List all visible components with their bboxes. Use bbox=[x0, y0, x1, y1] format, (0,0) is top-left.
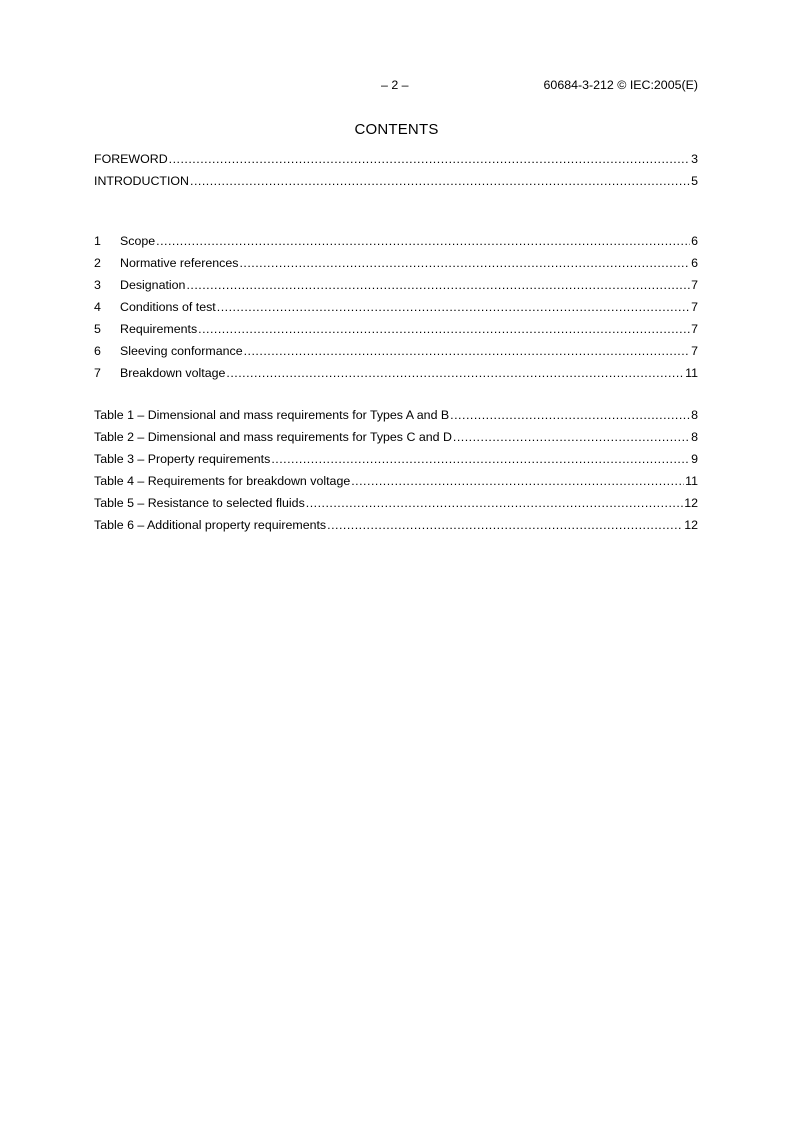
toc-entry-clause-7[interactable] bbox=[94, 365, 698, 387]
toc-entry-page: 8 bbox=[691, 430, 698, 444]
toc-entry-table-5[interactable] bbox=[94, 495, 698, 517]
dot-leader bbox=[169, 151, 690, 167]
toc-entry-label: Designation bbox=[120, 278, 186, 292]
toc-entry-introduction[interactable] bbox=[94, 173, 698, 195]
page-number: – 2 – bbox=[381, 78, 409, 92]
dot-leader bbox=[271, 451, 690, 467]
toc-entry-page: 9 bbox=[691, 452, 698, 466]
dot-leader bbox=[190, 173, 690, 189]
toc-entry-page: 6 bbox=[691, 234, 698, 248]
toc-entry-label: INTRODUCTION bbox=[94, 174, 189, 188]
toc-entry-clause-6[interactable] bbox=[94, 343, 698, 365]
toc-entry-label: Table 1 – Dimensional and mass requirements for Types A and B bbox=[94, 408, 450, 422]
toc-entry-label: Sleeving conformance bbox=[120, 344, 243, 358]
toc-entry-label: FOREWORD bbox=[94, 152, 168, 166]
toc-entry-number: 5 bbox=[94, 322, 101, 336]
toc-entry-number: 6 bbox=[94, 344, 101, 358]
toc-entry-page: 7 bbox=[691, 278, 698, 292]
toc-entry-table-1[interactable] bbox=[94, 407, 698, 429]
dot-leader bbox=[239, 255, 690, 271]
toc-tables bbox=[94, 407, 698, 539]
toc-entry-label: Breakdown voltage bbox=[120, 366, 226, 380]
toc-entry-table-6[interactable] bbox=[94, 517, 698, 539]
toc-entry-number: 2 bbox=[94, 256, 101, 270]
toc-entry-label: Requirements bbox=[120, 322, 198, 336]
dot-leader bbox=[156, 233, 690, 249]
toc-entry-label: Table 4 – Requirements for breakdown voltage bbox=[94, 474, 351, 488]
toc-entry-clause-4[interactable] bbox=[94, 299, 698, 321]
toc-entry-page: 5 bbox=[691, 174, 698, 188]
toc-entry-page: 6 bbox=[691, 256, 698, 270]
toc-entry-page: 3 bbox=[691, 152, 698, 166]
toc-front-matter bbox=[94, 151, 698, 195]
dot-leader bbox=[351, 473, 684, 489]
toc-entry-page: 7 bbox=[691, 344, 698, 358]
toc-entry-label: Normative references bbox=[120, 256, 239, 270]
toc-entry-label: Table 3 – Property requirements bbox=[94, 452, 271, 466]
toc-entry-table-2[interactable] bbox=[94, 429, 698, 451]
toc-entry-number: 4 bbox=[94, 300, 101, 314]
dot-leader bbox=[244, 343, 690, 359]
toc-entry-page: 11 bbox=[685, 366, 698, 380]
toc-entry-label: Scope bbox=[120, 234, 156, 248]
toc-entry-clause-2[interactable] bbox=[94, 255, 698, 277]
toc-entry-page: 11 bbox=[685, 474, 698, 488]
dot-leader bbox=[217, 299, 690, 315]
toc-entry-table-4[interactable] bbox=[94, 473, 698, 495]
toc-entry-label: Table 5 – Resistance to selected fluids bbox=[94, 496, 305, 510]
dot-leader bbox=[186, 277, 690, 293]
toc-entry-clause-3[interactable] bbox=[94, 277, 698, 299]
document-reference: 60684-3-212 © IEC:2005(E) bbox=[543, 78, 698, 92]
dot-leader bbox=[450, 407, 690, 423]
toc-entry-page: 8 bbox=[691, 408, 698, 422]
toc-entry-page: 12 bbox=[684, 518, 698, 532]
toc-entry-clause-1[interactable] bbox=[94, 233, 698, 255]
dot-leader bbox=[226, 365, 684, 381]
toc-entry-foreword[interactable] bbox=[94, 151, 698, 173]
toc-entry-clause-5[interactable] bbox=[94, 321, 698, 343]
toc-entry-label: Table 6 – Additional property requirements bbox=[94, 518, 327, 532]
toc-entry-label: Conditions of test bbox=[120, 300, 216, 314]
dot-leader bbox=[453, 429, 690, 445]
toc-entry-page: 7 bbox=[691, 300, 698, 314]
toc-clauses bbox=[94, 233, 698, 387]
dot-leader bbox=[198, 321, 690, 337]
contents-title: CONTENTS bbox=[354, 121, 439, 138]
toc-entry-number: 7 bbox=[94, 366, 101, 380]
toc-entry-page: 7 bbox=[691, 322, 698, 336]
dot-leader bbox=[327, 517, 683, 533]
toc-entry-label: Table 2 – Dimensional and mass requirements for Types C and D bbox=[94, 430, 452, 444]
toc-entry-number: 1 bbox=[94, 234, 101, 248]
toc-entry-number: 3 bbox=[94, 278, 101, 292]
toc-entry-page: 12 bbox=[684, 496, 698, 510]
dot-leader bbox=[306, 495, 683, 511]
toc-entry-table-3[interactable] bbox=[94, 451, 698, 473]
